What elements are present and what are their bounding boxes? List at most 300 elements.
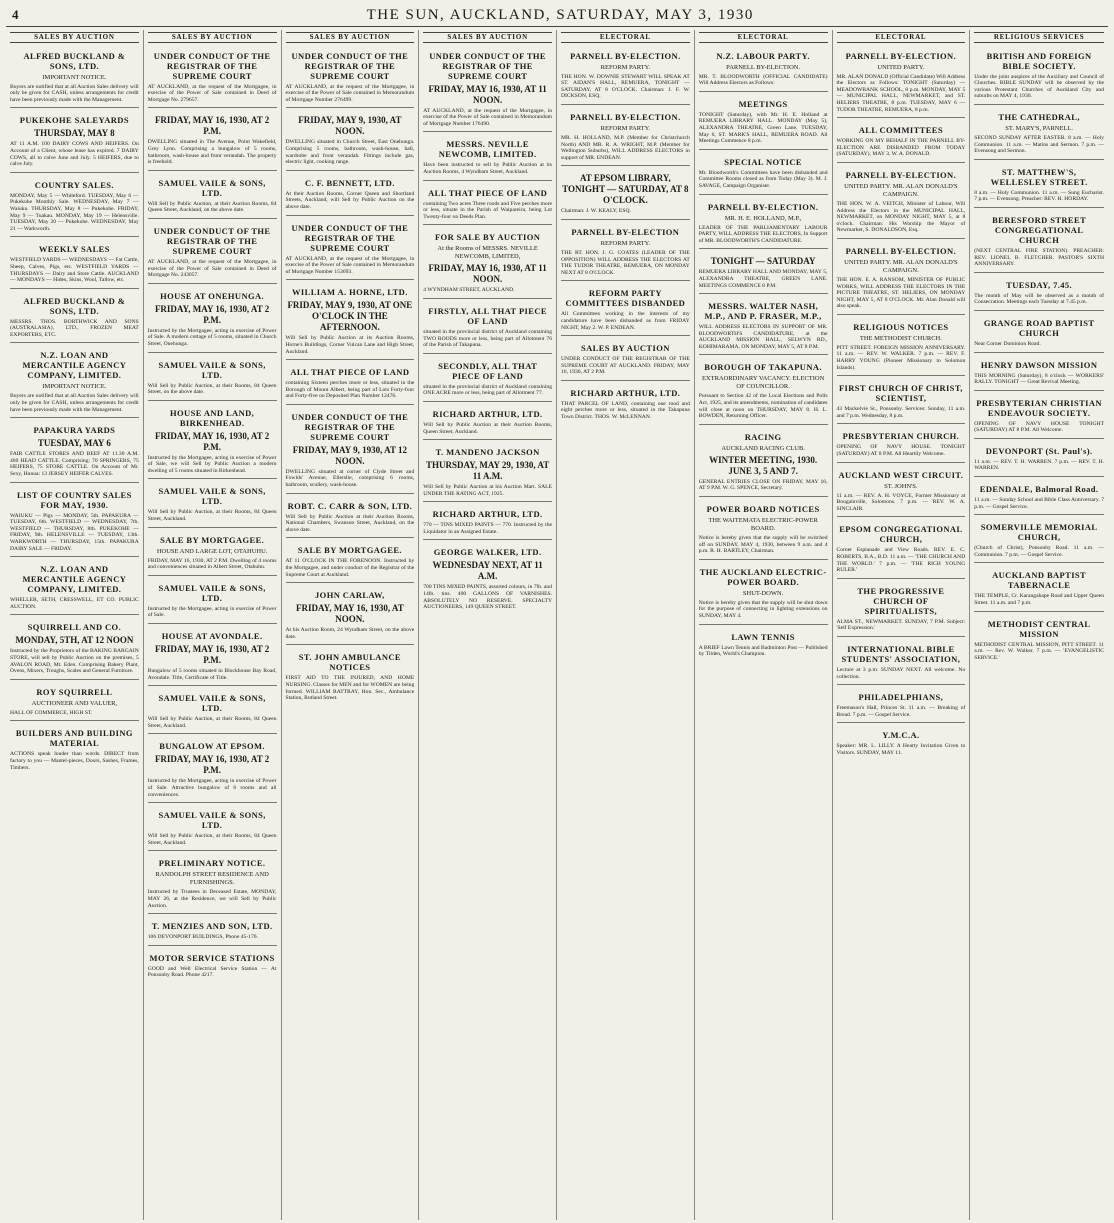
- ad-body: At their Auction Rooms, Corner Queen and Shortland Streets, Auckland, will Sell by Public Auction on the above date.: [285, 190, 415, 210]
- ad-body: Buyers are notified that at all Auction Sales delivery will only be given for CASH, unless arrangements for credit have been previously made with the Management.: [10, 393, 139, 413]
- advertisement: [423, 504, 552, 540]
- ad-title: WILLIAM A. HORNE, LTD.: [292, 287, 408, 298]
- ad-subtitle: HOUSE AND LARGE LOT, OTAHUHU.: [156, 547, 268, 555]
- ad-body: AT AUCKLAND, at the request of the Mortgagee, in exercise of the Power of Sale contained in Memorandum of Mortgage Number 176490.: [423, 107, 552, 127]
- ad-body: DWELLING situated at corner of Clyde Street and Fowlds' Avenue, Ellerslie, comprising 6 rooms, bathroom, scullery, wash-house.: [285, 468, 415, 489]
- ad-title: SALES BY AUCTION: [581, 343, 670, 354]
- advertisement: [423, 183, 552, 226]
- ad-body: FRIDAY, MAY 16, 1930, AT 2 P.M. Dwelling of 4 rooms and conveniences situated in Albert Street, Otahuhu.: [147, 557, 277, 571]
- ad-title: Y.M.C.A.: [882, 730, 920, 741]
- ad-body: 8 a.m. — Holy Communion. 11 a.m. — Sung Eucharist. 7 p.m. — Evensong. Preacher: REV. H. HORDAY.: [974, 189, 1104, 203]
- ad-title: ALL THAT PIECE OF LAND: [290, 367, 410, 378]
- advertisement: [148, 355, 277, 401]
- ad-date: FRIDAY, MAY 16, 1930, AT 2 P.M.: [154, 430, 270, 452]
- advertisement: [286, 362, 415, 405]
- advertisement: [148, 688, 277, 734]
- advertisement: [148, 948, 277, 983]
- ad-title: PRELIMINARY NOTICE.: [158, 858, 266, 869]
- advertisement: [837, 317, 966, 376]
- ad-body: WESTFIELD YARDS — WEDNESDAYS — Fat Cattle, Sheep, Calves, Pigs, etc. WESTFIELD YARDS — THURSDAYS — Dairy and Store Cattle. AUCKLAND — MONDAYS — Hides, Skins, Wool, Tallow, etc.: [10, 257, 139, 284]
- ad-title: SAMUEL VAILE & SONS, LTD.: [158, 359, 266, 380]
- advertisement: [974, 479, 1104, 515]
- ad-body: situated in the provincial district of Auckland containing TWO ROODS more or less, being part of Allotment 76 of the Parish of Takapuna.: [423, 328, 552, 349]
- ad-date: FRIDAY, MAY 9, 1930, AT 12 NOON.: [292, 444, 408, 466]
- advertisement: [10, 239, 139, 288]
- advertisement: [148, 736, 277, 803]
- ad-title: FIRST CHURCH OF CHRIST, SCIENTIST,: [838, 383, 963, 404]
- advertisement: [699, 94, 828, 150]
- column-heading: SALES BY AUCTION: [286, 32, 415, 43]
- advertisement: [561, 338, 690, 381]
- ad-subtitle: EXTRAORDINARY VACANCY. ELECTION OF COUNCILLOR.: [701, 375, 825, 391]
- ad-title: C. F. BENNETT, LTD.: [305, 177, 395, 188]
- advertisement: [10, 723, 139, 775]
- advertisement: [148, 805, 277, 851]
- ad-subtitle: UNITED PARTY.: [877, 63, 925, 71]
- ad-body: situated in the provincial district of Auckland containing ONE ACRE more or less, being part of Allotment 77.: [423, 383, 552, 397]
- ad-title: SAMUEL VAILE & SONS, LTD.: [158, 693, 266, 714]
- ad-title: PARNELL BY-ELECTION.: [570, 50, 681, 61]
- advertisement: [148, 530, 277, 576]
- ad-body: All Committees working in the interests of my candidature have been disbanded as from FRIDAY NIGHT, May 2. W. P. ENDEAN.: [561, 311, 690, 331]
- ad-title: RACING: [744, 431, 782, 442]
- advertisement: [286, 540, 415, 583]
- advertisement: [837, 165, 966, 239]
- ad-body: Notice is hereby given that the supply will be shut down for the purpose of connecting in lighting extensions on SUNDAY, MAY 4.: [698, 599, 828, 619]
- ad-title: UNDER CONDUCT OF THE REGISTRAR OF THE SUPREME COURT: [429, 50, 546, 81]
- advertisement: [699, 357, 828, 424]
- ad-title: ALL COMMITTEES: [858, 125, 943, 136]
- ad-body: MONDAY, May 5 — Whiteford. TUESDAY, May 6 — Pukekohe Monthly Sale. WEDNESDAY, May 7 — Waiuku. THURSDAY, May 8 — Pukekohe. FRIDAY, May 9 — Tuakau. MONDAY, May 19 — Helensville. TUESDAY, May 20 — Pukekohe. WEDNESDAY, May 21 — Warkworth.: [10, 192, 139, 232]
- ad-date: TONIGHT — SATURDAY: [710, 256, 816, 267]
- ad-title: LIST OF COUNTRY SALES FOR MAY, 1930.: [16, 489, 132, 510]
- advertisement: [837, 465, 966, 518]
- advertisement: [286, 407, 415, 494]
- ad-subtitle: AUCKLAND RACING CLUB.: [721, 444, 805, 452]
- ad-body: 770 — TINS MIXED PAINTS — 770. Instructed by the Liquidator in an Assigned Estate.: [423, 522, 552, 535]
- ad-body: Near Corner Dominion Road.: [974, 340, 1041, 347]
- ad-title: TUESDAY, 7.45.: [1006, 279, 1073, 290]
- ad-date: THURSDAY, MAY 8: [34, 128, 115, 139]
- ad-body: THE RT. HON. J. G. COATES (LEADER OF THE OPPOSITION) WILL ADDRESS THE ELECTORS AT THE TUDOR THEATRE, REMUERA, ON MONDAY NEXT AT 8 O'CLOCK.: [561, 249, 690, 276]
- ad-title: SECONDLY, ALL THAT PIECE OF LAND: [438, 360, 538, 381]
- ad-body: SECOND SUNDAY AFTER EASTER. 8 a.m. — Holy Communion. 11 a.m. — Matins and Sermon. 7 p.m. — Evensong and Sermon.: [974, 134, 1104, 155]
- ad-body: 11 a.m. — REV. A. H. VOYCE, Former Missionary at Bougainville, Solomons. 7 p.m. — REV. W. A. SINCLAIR.: [836, 492, 966, 512]
- advertisement: [10, 291, 139, 344]
- advertisement: [148, 853, 277, 914]
- ad-body: METHODIST CENTRAL MISSION, PITT STREET. 11 a.m. — Rev. W. Walker. 7 p.m. — 'EVANGELISTIC SERVICE.': [974, 641, 1104, 661]
- ad-body: MR. H. HOLLAND, M.P. (Member for Christchurch North) AND MR. R. A. WRIGHT, M.P. (Member for Wellington Suburbs), WILL ADDRESS ELECTORS in support of MR. ENDEAN.: [561, 134, 690, 161]
- ad-title: UNDER CONDUCT OF THE REGISTRAR OF THE SUPREME COURT: [291, 222, 409, 253]
- newspaper-title: THE SUN, AUCKLAND, SATURDAY, MAY 3, 1930: [366, 6, 754, 23]
- advertisement: [837, 426, 966, 462]
- ad-body: WAIUKU — Pigs — MONDAY, 5th. PAPAKURA — TUESDAY, 6th. WESTFIELD — WEDNESDAY, 7th. WESTFIELD — THURSDAY, 8th. PUKEKOHE — FRIDAY, 9th. HELENSVILLE — TUESDAY, 13th. WARKWORTH — THURSDAY, 15th. PAPAKURA DAIRY SALE — FRIDAY.: [10, 512, 139, 552]
- ad-body: Corner Esplanade and View Roads. REV. E. C. ROBERTS, B.A., B.D. 11 a.m. — 'THE CHURCH AND THE WORLD.' 7 p.m. — 'THE RICH YOUNG RULER.': [836, 547, 966, 574]
- column-heading: RELIGIOUS SERVICES: [974, 32, 1104, 43]
- ad-body: 11 a.m. — REV. T. H. WARREN. 7 p.m. — REV. T. H. WARREN.: [974, 458, 1104, 472]
- column-heading: SALES BY AUCTION: [148, 32, 277, 43]
- ad-title: BRITISH AND FOREIGN BIBLE SOCIETY.: [986, 50, 1092, 71]
- advertisement: [974, 107, 1104, 160]
- advertisement: [148, 110, 277, 170]
- column-heading: SALES BY AUCTION: [423, 32, 552, 43]
- ad-body: Will Sell by Public Auction at his Auction Mart. SALE UNDER THE RATING ACT, 1925.: [423, 484, 552, 497]
- ad-title: EPSOM CONGREGATIONAL CHURCH,: [839, 524, 963, 545]
- ad-title: GRANGE ROAD BAPTIST CHURCH: [983, 317, 1095, 338]
- advertisement: [148, 403, 277, 480]
- ad-date: FRIDAY, MAY 16, 1930, AT 2 P.M.: [154, 644, 270, 666]
- ad-body: UNDER CONDUCT OF THE REGISTRAR OF THE SUPREME COURT AT AUCKLAND. FRIDAY, MAY 16, 1930, AT 2 P.M.: [561, 356, 690, 376]
- ad-subtitle: THE METHODIST CHURCH.: [859, 334, 942, 342]
- ad-title: N.Z. LOAN AND MERCANTILE AGENCY COMPANY, LIMITED.: [22, 564, 127, 595]
- ad-body: Freemason's Hall, Princes St. 11 a.m. — Breaking of Bread. 7 p.m. — Gospel Service.: [836, 705, 966, 718]
- ad-title: HOUSE AT AVONDALE.: [161, 631, 263, 642]
- ad-body: containing Sixteen perches more or less, situated in the Borough of Mount Albert, being part of Lots Forty-four and Forty-five on Deposited Plan Number 12476.: [285, 380, 415, 400]
- ad-body: 11 a.m. — Sunday School and Bible Class Anniversary. 7 p.m. — Gospel Service.: [974, 497, 1104, 510]
- ad-title: METHODIST CENTRAL MISSION: [987, 618, 1091, 639]
- ad-date: FRIDAY, MAY 16, 1930, AT 2 P.M.: [154, 303, 270, 325]
- advertisement: [10, 559, 139, 615]
- ad-body: PITT STREET. FOREIGN MISSION ANNIVERSARY. 11 a.m. — REV. W. WALKER. 7 p.m. — REV. F. HARRY YOUNG (Pioneer Missionary to Solomon Islands).: [836, 344, 966, 371]
- ad-body: OPENING OF NAVY HOUSE TONIGHT (SATURDAY) AT 8 P.M. All Welcome.: [974, 420, 1104, 434]
- ad-date: FRIDAY, MAY 16, 1930, AT 11 NOON.: [428, 263, 547, 285]
- ad-body: DWELLING situated in The Avenue, Point Wakefield, Grey Lynn. Comprising a bungalow of 5 rooms, bathroom, wash-house and front verandah. The property is freehold.: [147, 139, 277, 166]
- advertisement: [10, 617, 139, 679]
- ad-title: BERESFORD STREET CONGREGATIONAL CHURCH: [992, 214, 1087, 245]
- ad-body: Speaker: MR. L. LILLY. A Hearty Invitation Given to Visitors. SUNDAY, MAY 11.: [836, 743, 966, 756]
- advertisement: [974, 565, 1104, 611]
- ad-title: SPECIAL NOTICE: [724, 156, 802, 167]
- ad-body: The month of May will be observed as a month of Consecration. Meetings each Tuesday at 7.45 p.m.: [974, 292, 1104, 306]
- ad-title: SAMUEL VAILE & SONS, LTD.: [158, 486, 266, 507]
- advertisement: [561, 283, 690, 336]
- ad-title: SAMUEL VAILE & SONS, LTD.: [158, 810, 266, 831]
- ad-body: containing Two acres Three roods and Five perches more or less, situate in the Parish of Waipareira, being Lot Twenty-four on Deeds Plan.: [423, 200, 552, 220]
- ad-title: PARNELL BY-ELECTION.: [845, 169, 957, 180]
- ad-body: THE HON. W. DOWNIE STEWART WILL SPEAK AT ST. AIDAN'S HALL, REMUERA, TONIGHT — SATURDAY, AT 8 O'CLOCK. Chairman: J. F. W. DICKSON, ESQ.: [561, 73, 690, 100]
- ad-title: N.Z. LOAN AND MERCANTILE AGENCY COMPANY, LIMITED.: [22, 350, 127, 381]
- ad-body: Instructed by the Mortgagee, acting in exercise of Power of Sale. Attractive bungalow of 6 rooms and all conveniences.: [147, 778, 277, 798]
- ad-title: DEVONPORT (St. Paul's).: [985, 445, 1093, 456]
- ad-subtitle: At the Rooms of MESSRS. NEVILLE NEWCOMB, LIMITED,: [437, 245, 538, 261]
- column-heading: ELECTORAL: [699, 32, 828, 43]
- ad-title: BUILDERS AND BUILDING MATERIAL: [15, 728, 133, 749]
- ad-subtitle: MR. H. E. HOLLAND, M.P.,: [724, 214, 802, 222]
- ad-body: 4 WYNDHAM STREET, AUCKLAND.: [423, 287, 515, 294]
- advertisement: [286, 46, 415, 109]
- page-columns: [6, 30, 1108, 1220]
- ad-body: THIS MORNING (Saturday), 8 o'clock — WORKERS' RALLY. TONIGHT — Great Revival Meeting.: [974, 372, 1104, 386]
- ad-title: PARNELL BY-ELECTION.: [845, 50, 957, 61]
- ad-title: LAWN TENNIS: [731, 631, 795, 642]
- ad-body: ACTIONS speak louder than words. DIRECT from factory to you — Mantel-pieces, Doors, Sashes, Frames, Timbers.: [10, 751, 139, 771]
- ad-title: AUCKLAND BAPTIST TABERNACLE: [992, 570, 1087, 591]
- ad-subtitle: RANDOLPH STREET RESIDENCE AND FURNISHINGS.: [155, 871, 269, 887]
- ad-title: THE AUCKLAND ELECTRIC-POWER BOARD.: [699, 566, 827, 587]
- column-2: [144, 30, 282, 1220]
- column-5: [557, 30, 695, 1220]
- ad-title: SAMUEL VAILE & SONS, LTD.: [158, 177, 266, 198]
- ad-title: COUNTRY SALES.: [34, 179, 114, 190]
- ad-subtitle: ST. JOHN'S.: [884, 482, 918, 490]
- column-heading: SALES BY AUCTION: [10, 32, 139, 43]
- ad-date: AT EPSOM LIBRARY, TONIGHT — SATURDAY, AT 8 O'CLOCK.: [562, 173, 689, 206]
- ad-body: AT AUCKLAND, at the request of the Mortgagee, in exercise of the Power of Sale contained in Deed of Mortgage No. 279657.: [147, 83, 277, 103]
- ad-body: Will Sell by Public Auction, at their Auction Rooms, 84 Queen Street, Auckland, on the above date.: [147, 200, 277, 214]
- ad-body: Will Sell by Public Auction, at their Rooms, 84 Queen Street, Auckland.: [147, 716, 277, 729]
- advertisement: [148, 173, 277, 219]
- ad-title: T. MANDENO JACKSON: [435, 447, 540, 458]
- ad-title: ST. MATTHEW'S, WELLESLEY STREET.: [990, 166, 1088, 187]
- advertisement: [974, 162, 1104, 208]
- ad-date: FRIDAY, MAY 16, 1930, AT 2 P.M.: [154, 115, 270, 137]
- ad-title: SAMUEL VAILE & SONS, LTD.: [158, 582, 266, 603]
- ad-body: 700 TINS MIXED PAINTS, assorted colours, in 7lb. and 14lb. tins. 400 GALLONS OF VARNISHES. ABSOLUTELY NO RESERVE. SPECIALTY AUCTIONEERS, 149 QUEEN STREET.: [423, 584, 552, 611]
- ad-title: ALL THAT PIECE OF LAND: [428, 187, 548, 198]
- ad-title: ALFRED BUCKLAND & SONS, LTD.: [23, 50, 126, 71]
- advertisement: [561, 383, 690, 425]
- ad-subtitle: IMPORTANT NOTICE.: [42, 73, 107, 81]
- ad-body: Under the joint auspices of the Auxiliary and Council of Churches. BIBLE SUNDAY will be observed by the various Protestant Churches of Auckland City and suburbs on MAY 4, 1930.: [974, 73, 1104, 100]
- advertisement: [974, 210, 1104, 273]
- advertisement: [148, 46, 277, 109]
- advertisement: [974, 355, 1104, 391]
- ad-title: MESSRS. NEVILLE NEWCOMB, LIMITED.: [438, 139, 537, 160]
- ad-title: PHILADELPHIANS,: [858, 692, 944, 703]
- advertisement: [837, 46, 966, 119]
- column-heading: ELECTORAL: [837, 32, 966, 43]
- ad-title: ROY SQUIRRELL: [36, 686, 113, 697]
- ad-title: BOROUGH OF TAKAPUNA.: [704, 362, 822, 373]
- ad-subtitle: IMPORTANT NOTICE.: [42, 383, 107, 391]
- ad-body: THAT PARCEL OF LAND, containing one rood and eight perches more or less, situated in the Takapuna Town District. THOS. W. McLENNAN.: [561, 400, 690, 421]
- advertisement: [423, 134, 552, 180]
- ad-subtitle: REFORM PARTY.: [600, 239, 651, 247]
- ad-title: AUCKLAND WEST CIRCUIT.: [838, 469, 964, 480]
- ad-body: DWELLING situated in Church Street, East Onehunga. Comprising 5 rooms, bathroom, wash-house, hall, wardrobe and front verandah. Fittings include gas, electric light, cooking range.: [285, 139, 415, 166]
- ad-body: Will Sell by Public Auction, at their Rooms, 84 Queen Street, on the above date.: [147, 382, 277, 396]
- ad-date: FRIDAY, MAY 16, 1930, AT 11 NOON.: [428, 83, 547, 105]
- advertisement: [974, 393, 1104, 439]
- advertisement: [561, 46, 690, 105]
- ad-title: INTERNATIONAL BIBLE STUDENTS' ASSOCIATION,: [841, 643, 961, 664]
- column-heading: ELECTORAL: [561, 32, 690, 43]
- advertisement: [974, 46, 1104, 105]
- ad-title: MEETINGS: [738, 98, 788, 109]
- ad-title: ST. JOHN AMBULANCE NOTICES: [298, 652, 401, 673]
- ad-body: FIRST AID TO THE INJURED, AND HOME NURSING. Classes for MEN and for WOMEN are being formed. WILLIAM RATTRAY, Hon. Sec., Ambulance Station, Rutland Street.: [285, 675, 415, 702]
- ad-title: SOMERVILLE MEMORIAL CHURCH,: [980, 522, 1098, 543]
- ad-body: (Church of Christ), Ponsonby Road. 11 a.m. — Communion. 7 p.m. — Gospel Service.: [974, 545, 1104, 558]
- ad-title: N.Z. LABOUR PARTY.: [716, 50, 810, 61]
- ad-title: ALFRED BUCKLAND & SONS, LTD.: [23, 295, 126, 316]
- ad-date: WEDNESDAY NEXT, AT 11 A.M.: [432, 560, 543, 582]
- ad-date: WINTER MEETING, 1930. JUNE 3, 5 AND 7.: [709, 454, 818, 476]
- ad-body: 106 DEVONPORT BUILDINGS, Phone 45-176.: [147, 934, 258, 941]
- ad-title: HOUSE AT ONEHUNGA.: [160, 290, 265, 301]
- ad-title: UNDER CONDUCT OF THE REGISTRAR OF THE SUPREME COURT: [153, 225, 271, 256]
- ad-subtitle: SHUT-DOWN.: [742, 589, 784, 597]
- advertisement: [974, 614, 1104, 666]
- ad-title: THE PROGRESSIVE CHURCH OF SPIRITUALISTS,: [857, 585, 945, 616]
- ad-body: 43 Mackelvie St., Ponsonby. Services: Sunday, 11 a.m. and 7 p.m. Wednesday, 8 p.m.: [836, 406, 966, 419]
- advertisement: [561, 222, 690, 281]
- ad-subtitle: UNITED PARTY. MR. ALAN DONALD'S CAMPAIGN.: [844, 182, 958, 198]
- ad-title: EDENDALE, Balmoral Road.: [979, 484, 1099, 495]
- ad-body: AT AUCKLAND, at the request of the Mortgagee, in exercise of the Power of Sale contained in Deed of Mortgage No. 243057.: [147, 258, 277, 279]
- ad-body: THE TEMPLE, Cr. Karangahape Road and Upper Queen Street. 11 a.m. and 7 p.m.: [974, 593, 1104, 607]
- ad-body: OPENING OF NAVY HOUSE. TONIGHT (SATURDAY) AT 8 P.M. All Heartily Welcome.: [836, 444, 966, 458]
- ad-title: POWER BOARD NOTICES: [706, 504, 820, 515]
- ad-title: UNDER CONDUCT OF THE REGISTRAR OF THE SUPREME COURT: [291, 411, 409, 442]
- advertisement: [974, 313, 1104, 353]
- ad-body: Bungalow of 5 rooms situated in Blockhouse Bay Road, Avondale. Title, Certificate of Title.: [147, 668, 277, 681]
- ad-body: TONIGHT (Saturday), with Mr. H. E. Holland at REMUERA LIBRARY HALL. MONDAY (May 5), ALEXANDRA THEATRE, Green Lane. TUESDAY, May 6, ST. MARK'S HALL, REMUERA ROAD. All Meetings Commence 8 p.m.: [698, 111, 828, 145]
- advertisement: [10, 175, 139, 238]
- ad-subtitle: PARNELL BY-ELECTION.: [726, 63, 801, 71]
- advertisement: [423, 227, 552, 299]
- ad-body: MR. T. BLOODWORTH (OFFICIAL CANDIDATE) Will Address Electors as Follows:: [698, 73, 828, 87]
- advertisement: [10, 682, 139, 722]
- ad-body: GENERAL ENTRIES CLOSE ON FRIDAY, MAY 16, AT 9 P.M. W. G. SPENCE, Secretary.: [698, 478, 828, 492]
- ad-subtitle: REFORM PARTY.: [600, 124, 651, 132]
- ad-title: MOTOR SERVICE STATIONS: [149, 952, 275, 963]
- advertisement: [148, 286, 277, 353]
- ad-body: Will Sell by Public Auction at their Auction Rooms, National Chambers, Swanson Street, Auckland, on the above date.: [285, 513, 415, 533]
- ad-title: RELIGIOUS NOTICES: [853, 321, 949, 332]
- ad-body: FAIR CATTLE STORES AND BEEF AT 11.30 A.M. 400 HEAD CATTLE. Comprising: 70 SPRINGERS, 75 HEIFERS, 75 STORE CATTLE. On Account of Mr. Sexy, Hunua: 13 JERSEY HEIFER CALVES.: [10, 451, 139, 478]
- advertisement: [286, 173, 415, 216]
- ad-body: Chairman: J. W. KEALY, ESQ.: [561, 208, 631, 215]
- ad-title: BUNGALOW AT EPSOM.: [159, 741, 265, 752]
- ad-title: PARNELL BY-ELECTION: [571, 226, 680, 237]
- ad-title: FIRSTLY, ALL THAT PIECE OF LAND: [428, 305, 547, 326]
- ad-body: Instructed by the Mortgagee, acting in exercise of Power of Sale.: [147, 605, 277, 619]
- ad-title: HOUSE AND LAND, BIRKENHEAD.: [170, 407, 255, 428]
- ad-title: PRESBYTERIAN CHRISTIAN ENDEAVOUR SOCIETY.: [976, 397, 1102, 418]
- ad-body: Instructed by Trustees in Deceased Estate, MONDAY, MAY 26, at the Residence, we will Sell by Public Auction.: [147, 889, 277, 909]
- ad-subtitle: REFORM PARTY.: [600, 63, 651, 71]
- ad-body: Will Sell by Public Auction at its Auction Rooms, Horne's Buildings, Corner Vulcan Lane and High Street, Auckland.: [285, 335, 415, 355]
- ad-title: UNDER CONDUCT OF THE REGISTRAR OF THE SUPREME COURT: [291, 50, 409, 81]
- ad-body: AT 11 O'CLOCK IN THE FORENOON. Instructed by the Mortgagee, and under conduct of the Registrar of the Supreme Court at Auckland.: [285, 558, 415, 578]
- ad-body: MR. ALAN DONALD (Official Candidate) Will Address the Electors as Follows: TONIGHT (Saturday) — MEADOWBANK SCHOOL, 8 p.m. MONDAY, MAY 5 — MUNICIPAL HALL, NEWMARKET, and ST. HELIERS THEATRE, 8 p.m. TUESDAY, MAY 6 — TUDOR THEATRE, REMUERA, 8 p.m.: [836, 73, 966, 113]
- column-4: [419, 30, 557, 1220]
- ad-date: THURSDAY, MAY 29, 1930, AT 11 A.M.: [425, 460, 550, 482]
- advertisement: [561, 168, 690, 220]
- ad-date: FRIDAY, MAY 9, 1930, AT ONE O'CLOCK IN THE AFTERNOON.: [287, 300, 413, 333]
- column-1: [6, 30, 144, 1220]
- advertisement: [10, 345, 139, 418]
- ad-title: SALE BY MORTGAGEE.: [297, 545, 402, 556]
- ad-title: RICHARD ARTHUR, LTD.: [570, 387, 681, 398]
- ad-body: Will Sell by Public Auction at their Auction Rooms, Queen Street, Auckland.: [423, 421, 552, 435]
- advertisement: [148, 221, 277, 284]
- advertisement: [423, 46, 552, 133]
- ad-title: FOR SALE BY AUCTION: [434, 232, 541, 243]
- ad-title: JOHN CARLAW,: [315, 590, 385, 601]
- ad-title: T. MENZIES AND SON, LTD.: [151, 921, 273, 932]
- advertisement: [699, 152, 828, 195]
- advertisement: [699, 197, 828, 250]
- ad-title: PRESBYTERIAN CHURCH.: [842, 431, 960, 442]
- ad-title: SQUIRRELL AND CO.: [27, 622, 122, 633]
- ad-body: WHELLER, SETH, CRESSWELL, ET CO. PUBLIC AUCTION.: [10, 597, 139, 610]
- ad-subtitle: UNITED PARTY. MR. ALAN DONALD'S CAMPAIGN.: [844, 258, 958, 274]
- ad-date: MONDAY, 5TH, AT 12 NOON: [15, 635, 134, 646]
- ad-body: Instructed by the Proprietors of the BAKING BARGAIN STORE, will sell by Public Auction on the premises, 5 AVALON ROAD, Mt. Eden. Comprising Bakery Plant, Ovens, Mixers, Troughs, Scales and General Furniture.: [10, 648, 139, 675]
- advertisement: [974, 441, 1104, 477]
- advertisement: [699, 627, 828, 662]
- advertisement: [974, 275, 1104, 311]
- ad-body: WORKING ON MY BEHALF IN THE PARNELL BY-ELECTION ARE DISBANDED FROM TODAY (SATURDAY), MAY 3. W. A. DONALD.: [836, 138, 966, 158]
- ad-title: RICHARD ARTHUR, LTD.: [432, 509, 543, 520]
- advertisement: [974, 517, 1104, 563]
- advertisement: [423, 542, 552, 614]
- advertisement: [286, 282, 415, 360]
- ad-title: PARNELL BY-ELECTION.: [570, 111, 681, 122]
- advertisement: [286, 647, 415, 705]
- advertisement: [699, 499, 828, 560]
- advertisement: [837, 725, 966, 760]
- ad-body: Notice is hereby given that the supply will be switched off on SUNDAY, MAY 4, 1930, between 9 a.m. and 4 p.m. R. H. BARTLEY, Chairman.: [698, 535, 828, 555]
- ad-title: RICHARD ARTHUR, LTD.: [432, 408, 543, 419]
- advertisement: [837, 120, 966, 163]
- ad-title: UNDER CONDUCT OF THE REGISTRAR OF THE SUPREME COURT: [153, 50, 271, 81]
- ad-date: FRIDAY, MAY 16, 1930, AT 2 P.M.: [154, 754, 270, 776]
- page-number: 4: [12, 7, 19, 22]
- ad-date: TUESDAY, MAY 6: [37, 438, 111, 449]
- advertisement: [837, 378, 966, 424]
- column-6: [695, 30, 833, 1220]
- advertisement: [837, 581, 966, 637]
- ad-body: THE HON. W. A. VEITCH, Minister of Labour, Will Address the Electors in the MUNICIPAL HALL, NEWMARKET, on MONDAY NIGHT, MAY 5, at 8 o'clock. Chairman: His Worship the Mayor of Newmarket, S. DONALDSON, Esq.: [836, 200, 966, 234]
- advertisement: [699, 427, 828, 497]
- ad-body: Will Sell by Public Auction, at their Rooms, 84 Queen Street, Auckland.: [147, 833, 277, 846]
- ad-body: GOOD and Well Electrical Service Station — At Ponsonby Road. Phone 4217.: [147, 965, 277, 979]
- advertisement: [699, 251, 828, 294]
- ad-body: REMUERA LIBRARY HALL AND MONDAY, MAY 5, ALEXANDRA THEATRE, GREEN LANE. MEETINGS COMMENCE 8 P.M.: [698, 269, 828, 289]
- ad-body: (NEXT CENTRAL FIRE STATION). PREACHER: REV. LIONEL B. FLETCHER. PASTOR'S SIXTH ANNIVERSARY.: [974, 247, 1104, 268]
- ad-subtitle: THE WAITEMATA ELECTRIC-POWER BOARD.: [708, 517, 818, 533]
- column-7: [833, 30, 971, 1220]
- advertisement: [837, 241, 966, 315]
- ad-body: AT 11 A.M. 100 DAIRY COWS AND HEIFERS. On Account of a Client, whose lease has expired. 7 DAIRY COWS, all to calve June and July. 5 HEIFERS, due to calve July.: [10, 141, 139, 168]
- ad-body: AT AUCKLAND, at the request of the Mortgagee, in exercise of the Power of Sale contained in Memorandum of Mortgage Number 276499.: [285, 83, 415, 103]
- ad-body: Will Sell by Public Auction, at their Rooms, 84 Queen Street, Auckland.: [147, 509, 277, 523]
- ad-body: ALMA ST., NEWMARKET. SUNDAY, 7 P.M. Subject: 'Self Expression.': [836, 618, 966, 632]
- column-3: [282, 30, 420, 1220]
- ad-title: PAPAKURA YARDS: [33, 425, 116, 436]
- advertisement: [286, 110, 415, 170]
- ad-body: AT AUCKLAND, at the request of the Mortgagee, in exercise of the Power of Sale contained in Memorandum of Mortgage Number 153693.: [285, 255, 415, 275]
- ad-body: Buyers are notified that at all Auction Sales delivery will only be given for CASH, unless arrangements for credit have been previously made with the Management.: [10, 83, 139, 103]
- advertisement: [837, 639, 966, 685]
- advertisement: [699, 46, 828, 92]
- ad-body: HALL OF COMMERCE, HIGH ST.: [10, 709, 93, 716]
- ad-body: LEADER OF THE PARLIAMENTARY LABOUR PARTY, WILL ADDRESS THE ELECTORS, In Support of MR. BLOODWORTH'S CANDIDATURE.: [698, 224, 828, 244]
- advertisement: [148, 916, 277, 946]
- ad-subtitle: ST. MARY'S, PARNELL.: [1005, 124, 1074, 132]
- ad-body: Lecture at 3 p.m. SUNDAY NEXT. All welcome. No collection.: [836, 666, 966, 680]
- ad-title: MESSRS. WALTER NASH, M.P., AND P. FRASER, M.P.,: [704, 301, 822, 322]
- advertisement: [699, 296, 828, 355]
- ad-title: PARNELL BY-ELECTION.: [845, 245, 957, 256]
- column-8: [970, 30, 1108, 1220]
- advertisement: [561, 107, 690, 166]
- ad-date: FRIDAY, MAY 9, 1930, AT NOON.: [298, 115, 402, 137]
- ad-body: At his Auction Room, 24 Wyndham Street, on the above date.: [285, 627, 415, 640]
